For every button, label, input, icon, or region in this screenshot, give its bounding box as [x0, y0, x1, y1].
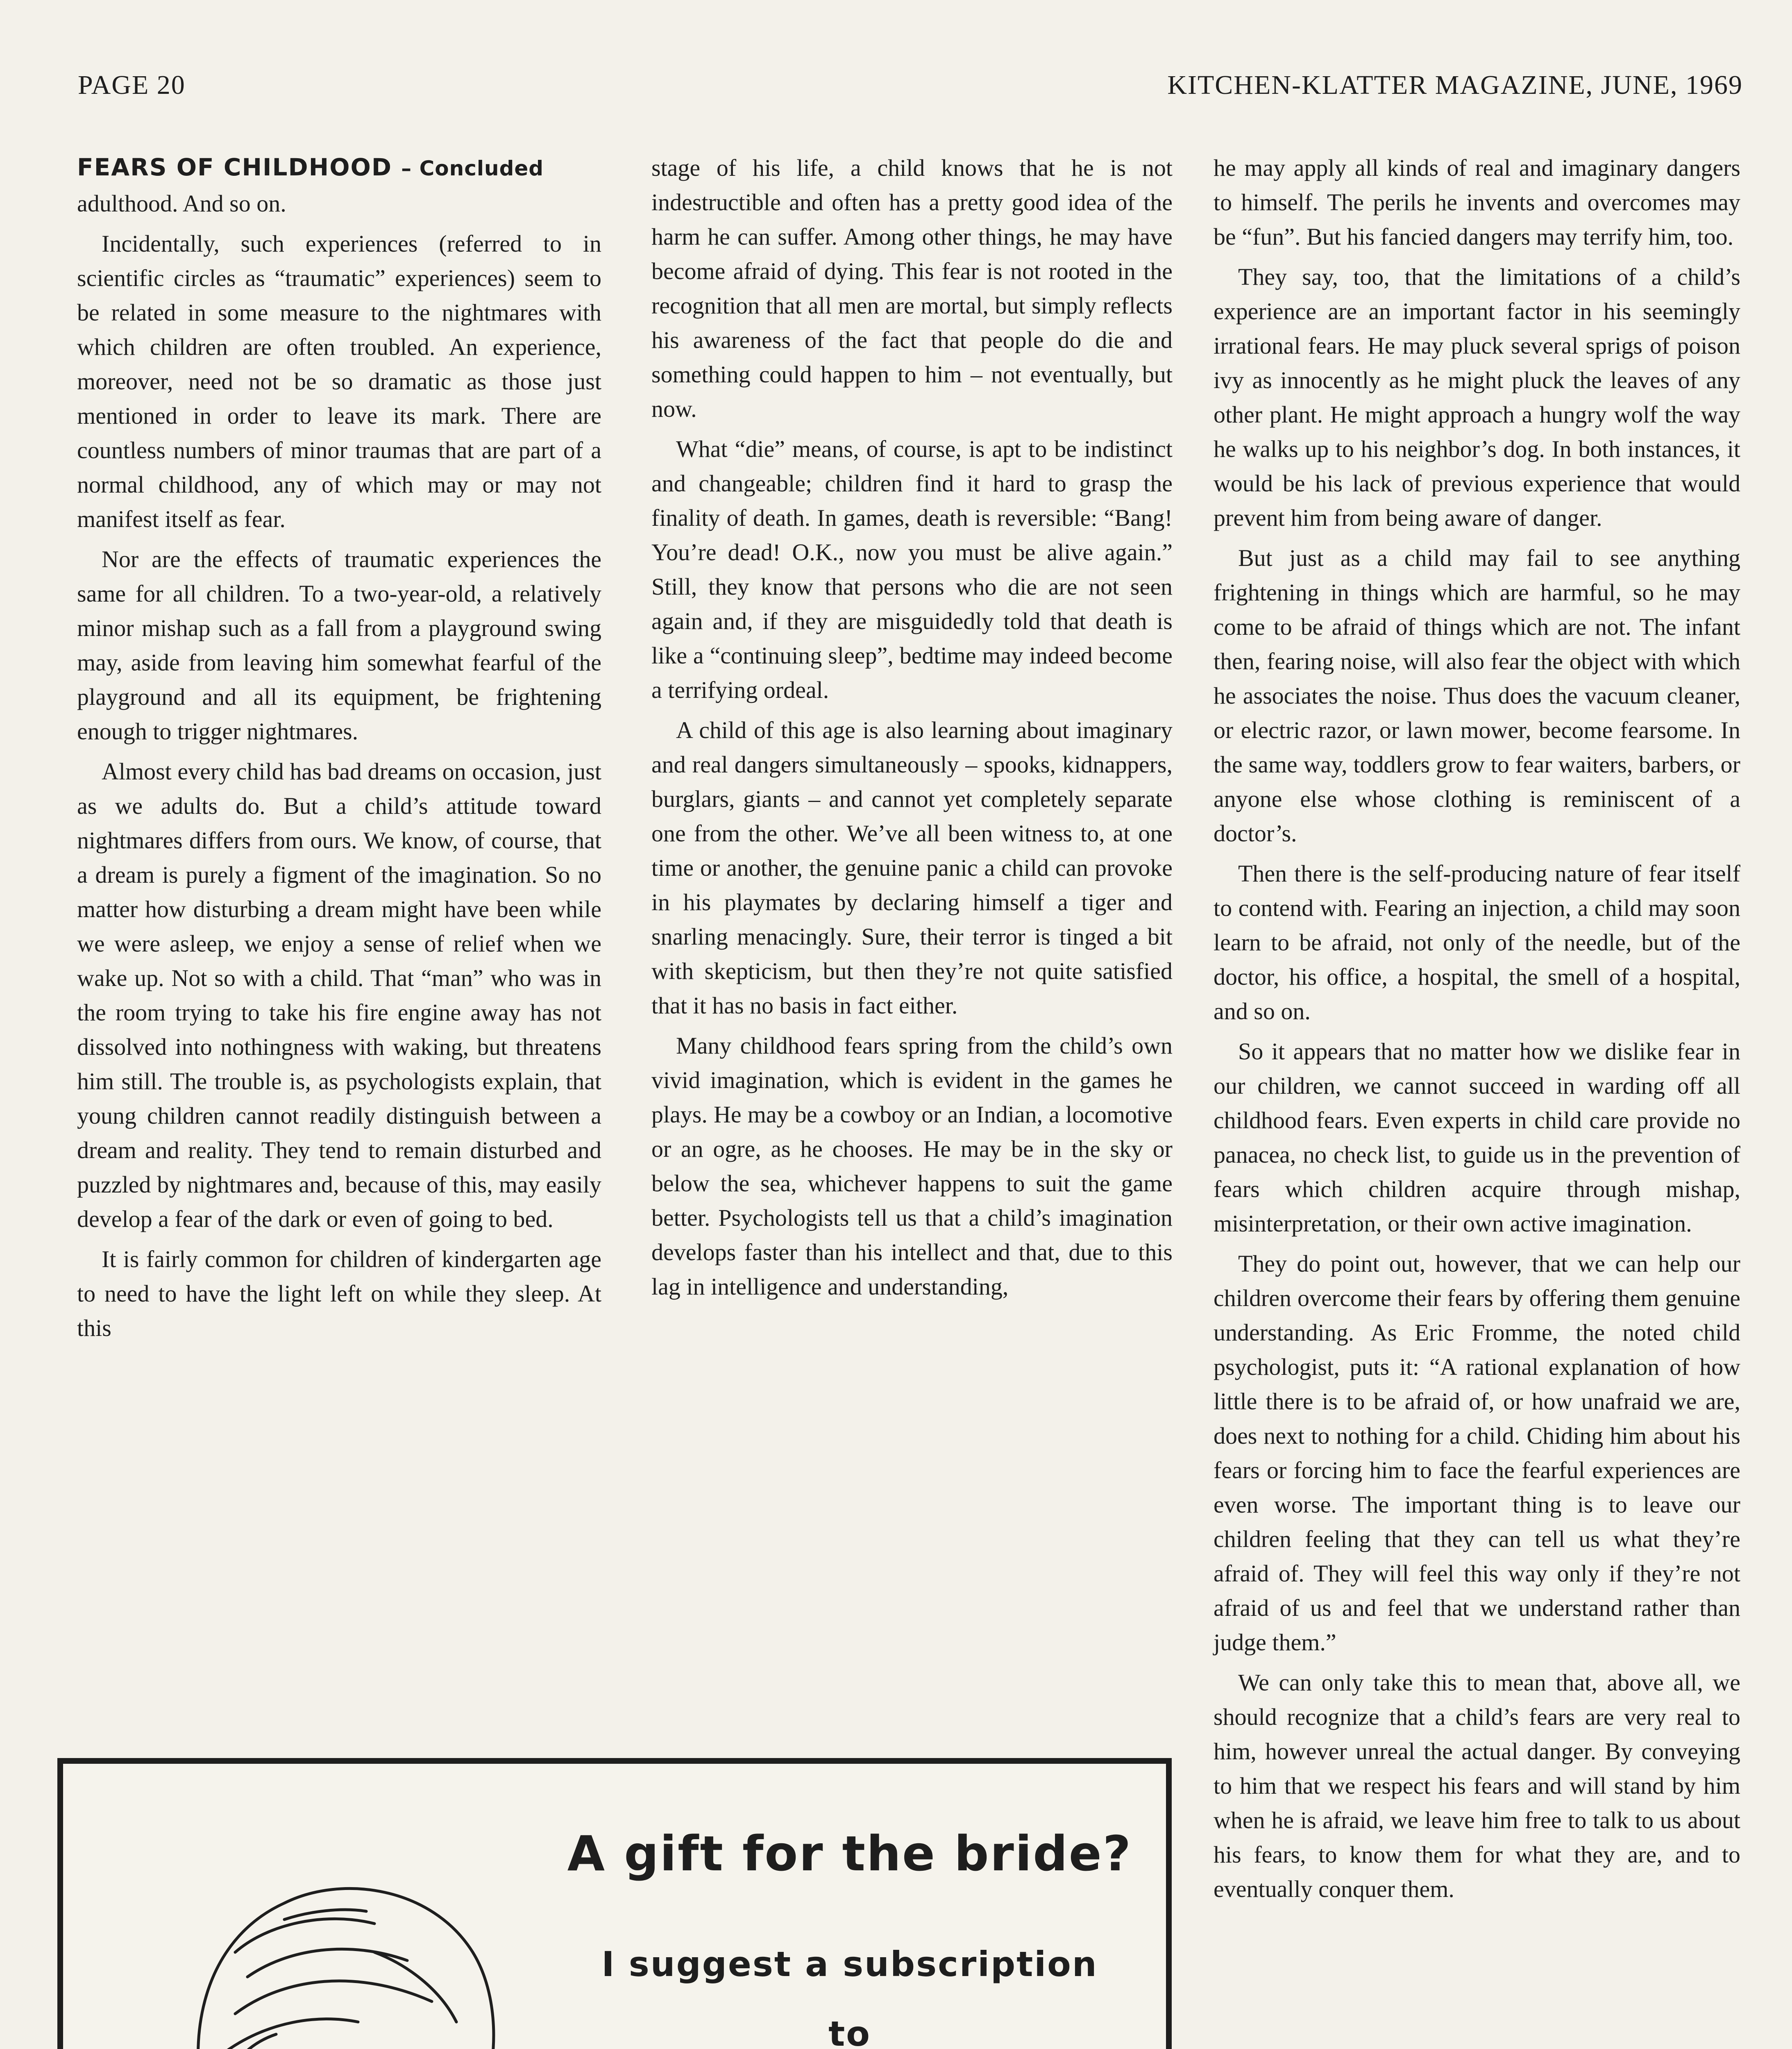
article-column-3 — [1214, 151, 1740, 1912]
ad-headline: A gift for the bride? — [567, 1825, 1132, 1882]
paragraph: It is fairly common for children of kindergarten age to need to have the light left on while they sleep. At this — [77, 1246, 601, 1341]
subscription-advertisement — [57, 1758, 1172, 2049]
publication-title: KITCHEN-KLATTER MAGAZINE, JUNE, 1969 — [1167, 70, 1743, 100]
paragraph: But just as a child may fail to see anything frightening in things which are harmful, so he may come to be afraid of things which are not. The infant then, fearing noise, will also fear the object with which he associates the noise. Thus does the vacuum cleaner, or electric razor, or lawn mower, become fearsome. In the same way, toddlers grow to fear waiters, barbers, or anyone else whose clothing is reminiscent of a doctor’s. — [1214, 545, 1740, 847]
paragraph: A child of this age is also learning about imaginary and real dangers simultaneously – spooks, kidnappers, burglars, giants – and cannot yet completely separate one from the other. We’ve all been witness to, at one time or another, the genuine panic a child can provoke in his playmates by declaring himself a tiger and snarling menacingly. Sure, their terror is tinged a bit with skepticism, but then they’re not quite satisfied that it has no basis in fact either. — [651, 717, 1173, 1019]
paragraph: Then there is the self-producing nature of fear itself to contend with. Fearing an injection, a child may soon learn to be afraid, not only of the needle, but of the doctor, his office, a hospital, the smell of a hospital, and so on. — [1214, 860, 1740, 1024]
paragraph: stage of his life, a child knows that he is not indestructible and often has a pretty good idea of the harm he can suffer. Among other things, he may have become afraid of dying. This fear is not rooted in the recognition that all men are mortal, but simply reflects his awareness of the fact that people do die and something could happen to him – not eventually, but now. — [651, 154, 1173, 422]
paragraph: Many childhood fears spring from the child’s own vivid imagination, which is evident in the games he plays. He may be a cowboy or an Indian, a locomotive or an ogre, as he chooses. He may be in the sky or below the sea, whichever happens to suit the game better. Psychologists tell us that a child’s imagination develops faster than his intellect and that, due to this lag in intelligence and understanding, — [651, 1032, 1173, 1300]
page-number: PAGE 20 — [78, 70, 186, 100]
paragraph: adulthood. And so on. — [77, 190, 286, 217]
paragraph: They do point out, however, that we can help our children overcome their fears by offering them genuine understanding. As Eric Fromme, the noted child psychologist, puts it: “A rational explanation of how little there is to be afraid of, or how unafraid we are, does next to nothing for a child. Chiding him about his fears or forcing him to face the fearful experiences are even worse. The important thing is to leave our children feeling that they can tell us what they’re afraid of. They will feel this way only if they’re not afraid of us and feel that we understand rather than judge them.” — [1214, 1250, 1740, 1656]
page-header — [78, 70, 1743, 107]
ad-copy — [530, 1764, 1169, 2049]
article-column-2 — [651, 151, 1173, 1310]
paragraph: Nor are the effects of traumatic experiences the same for all children. To a two-year-old, a relatively minor mishap such as a fall from a playground swing may, aside from leaving him somewhat fearful of the playground and all its equipment, be frightening enough to trigger nightmares. — [77, 546, 601, 745]
paragraph: he may apply all kinds of real and imaginary dangers to himself. The perils he invents and overcomes may be “fun”. But his fancied dangers may terrify him, too. — [1214, 154, 1740, 250]
paragraph: Incidentally, such experiences (referred to in scientific circles as “traumatic” experiences) seem to be related in some measure to the nightmares with which children are often troubled. An experience, moreover, need not be so dramatic as those just mentioned in order to leave its mark. There are countless numbers of minor traumas that are part of a normal childhood, any of which may or may not manifest itself as fear. — [77, 230, 601, 532]
paragraph: They say, too, that the limitations of a child’s experience are an important factor in his seemingly irrational fears. He may pluck several sprigs of poison ivy as innocently as he might pluck the leaves of any other plant. He might approach a hungry wolf the way he walks up to his neighbor’s dog. In both instances, it would be his lack of previous experience that would prevent him from being aware of danger. — [1214, 264, 1740, 531]
ad-suggestion: I suggest a subscription — [601, 1944, 1098, 1984]
paragraph: What “die” means, of course, is apt to be indistinct and changeable; children find it hard to grasp the finality of death. In games, death is reversible: “Bang! You’re dead! O.K., now you must be alive again.” Still, they know that persons who die are not seen again and, if they are misguidedly told that death is like a “continuing sleep”, bedtime may indeed become a terrifying ordeal. — [651, 436, 1173, 703]
article-column-1 — [77, 151, 601, 1351]
woman-with-glasses-illustration — [112, 1829, 555, 2049]
ad-to: to — [828, 2014, 871, 2049]
article-heading-suffix: – Concluded — [401, 157, 544, 180]
article-heading — [77, 151, 601, 185]
paragraph: So it appears that no matter how we dislike fear in our children, we cannot succeed in warding off all childhood fears. Even experts in child care provide no panacea, no check list, to guide us in the prevention of fears which children acquire through mishap, misinterpretation, or their own active imagination. — [1214, 1038, 1740, 1237]
paragraph: We can only take this to mean that, above all, we should recognize that a child’s fears are very real to him, however unreal the actual danger. By conveying to him that we respect his fears and will stand by him when he is afraid, we leave him free to talk to us about his fears, to know them for what they are, and to eventually conquer them. — [1214, 1669, 1740, 1902]
paragraph: Almost every child has bad dreams on occasion, just as we adults do. But a child’s attitude toward nightmares differs from ours. We know, of course, that a dream is purely a figment of the imagination. So no matter how disturbing a dream might have been while we were asleep, we enjoy a sense of relief when we wake up. Not so with a child. That “man” who was in the room trying to take his fire engine away has not dissolved into nothingness with waking, but threatens him still. The trouble is, as psychologists explain, that young children cannot readily distinguish between a dream and reality. They tend to remain disturbed and puzzled by nightmares and, because of this, may easily develop a fear of the dark or even of going to bed. — [77, 758, 601, 1232]
article-heading-title: FEARS OF CHILDHOOD — [77, 153, 392, 181]
